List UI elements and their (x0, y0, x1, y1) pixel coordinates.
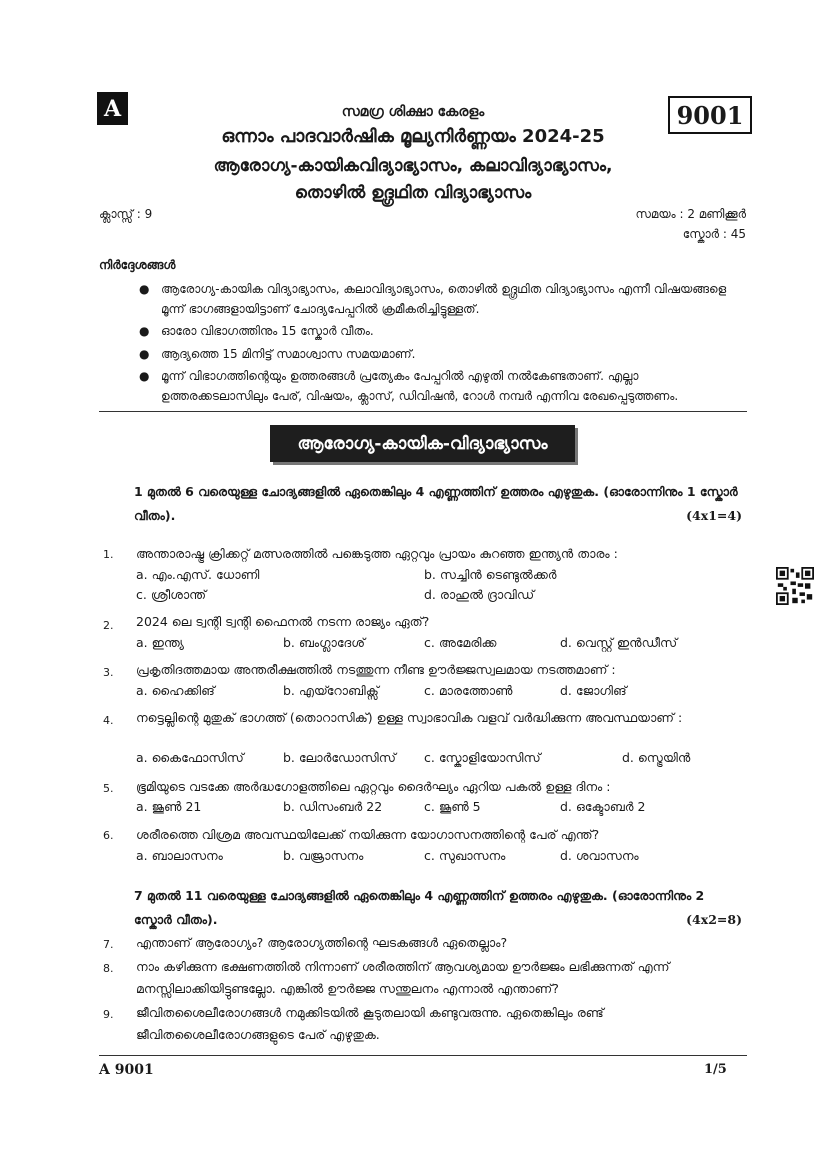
bullet-icon: ● (139, 347, 150, 361)
question-text: ഭൂമിയുടെ വടക്കേ അർദ്ധഗോളത്തിലെ ഏറ്റവും ദൈർഘ്യം ഏറിയ പകൽ ഉള്ള ദിനം : (136, 779, 611, 794)
question-number: 2. (103, 619, 114, 632)
divider (99, 411, 747, 412)
option-b: b. ഡിസംബർ 22 (283, 799, 383, 814)
option-b: b. ബംഗ്ലാദേശ് (283, 635, 366, 650)
option-b: b. സച്ചിൻ ടെണ്ടുൽക്കർ (424, 567, 557, 582)
option-a: a. കൈഫോസിസ് (136, 750, 244, 765)
time-label: സമയം : 2 മണിക്കൂർ (635, 207, 746, 221)
score-label: സ്കോർ : 45 (682, 227, 746, 241)
instruction-item: ● ഓരോ വിഭാഗത്തിനും 15 സ്കോർ വീതം. (139, 321, 747, 341)
option-d: d. സ്ട്രെയിൻ (622, 750, 691, 765)
option-d: d. രാഹുൽ ദ്രാവിഡ് (424, 587, 535, 602)
option-c: c. സുഖാസനം (424, 848, 506, 863)
group-instruction-1 (134, 480, 742, 528)
page-number: 1/5 (704, 1062, 727, 1077)
bullet-icon: ● (139, 324, 150, 338)
question-text: നട്ടെല്ലിന്റെ മുതുക് ഭാഗത്ത് (തൊറാസിക്) ഉള്ള സ്വാഭാവിക വളവ് വർദ്ധിക്കുന്ന അവസ്ഥയാണ് : (136, 710, 683, 725)
option-c: c. സ്കോളിയോസിസ് (424, 750, 541, 765)
instruction-item: ● ആദ്യത്തെ 15 മിനിട്ട് സമാശ്വാസ സമയമാണ്. (139, 344, 747, 364)
question-number: 5. (103, 782, 114, 795)
instructions-title: നിർദ്ദേശങ്ങൾ (99, 258, 176, 272)
footer-code: A 9001 (99, 1062, 154, 1078)
question-text: നാം കഴിക്കുന്ന ഭക്ഷണത്തിൽ നിന്നാണ് ശരീരത്തിന് ആവശ്യമായ ഊർജ്ജം ലഭിക്കുന്നത് എന്ന് മനസ്സിലാക്കിയിട്ടുണ്ടല്ലോ. എങ്കിൽ ഊർജ്ജ സന്തുലനം എന്നാൽ എന്താണ്? (136, 959, 670, 996)
option-c: c. ശ്രീശാന്ത് (136, 587, 207, 602)
question-text: ശരീരത്തെ വിശ്രമ അവസ്ഥയിലേക്ക് നയിക്കുന്ന യോഗാസനത്തിന്റെ പേര് എന്ത്? (136, 827, 600, 842)
exam-title: ഒന്നാം പാദവാർഷിക മൂല്യനിർണ്ണയം 2024-25 (221, 126, 605, 147)
question-number: 9. (103, 1008, 114, 1021)
option-c: c. ജൂൺ 5 (424, 799, 481, 814)
question-text: ജീവിതശൈലീരോഗങ്ങൾ നമുക്കിടയിൽ കൂടുതലായി കണ്ടുവരുന്നു. ഏതെങ്കിലും രണ്ട് ജീവിതശൈലീരോഗങ്ങളുടെ പേര് എഴുതുക. (136, 1005, 604, 1042)
group-marks: (4x2=8) (686, 912, 742, 927)
bullet-icon: ● (139, 369, 150, 383)
option-a: a. ജൂൺ 21 (136, 799, 202, 814)
instruction-item: ● മൂന്ന് വിഭാഗത്തിന്റെയും ഉത്തരങ്ങൾ പ്രത്യേകം പേപ്പറിൽ എഴുതി നൽകേണ്ടതാണ്. എല്ലാ ഉത്തരക്കടലാസിലും പേര്, വിഷയം, ക്ലാസ്, ഡിവിഷൻ, റോൾ നമ്പർ എന്നിവ രേഖപ്പെടുത്തണം. (139, 366, 747, 406)
option-a: a. ബാലാസനം (136, 848, 223, 863)
question-text: എന്താണ് ആരോഗ്യം? ആരോഗ്യത്തിന്റെ ഘടകങ്ങൾ ഏതെല്ലാം? (136, 935, 508, 950)
question-text: പ്രകൃതിദത്തമായ അന്തരീക്ഷത്തിൽ നടത്തുന്ന നീണ്ട ഊർജ്ജസ്വലമായ നടത്തമാണ് : (136, 662, 616, 677)
option-a: a. എം.എസ്. ധോണി (136, 567, 260, 582)
option-d: d. ഒക്ടോബർ 2 (560, 799, 646, 814)
subject-line-2: തൊഴിൽ ഉദ്ഗ്രഥിത വിദ്യാഭ്യാസം (294, 183, 532, 203)
option-b: b. എയ്റോബിക്സ് (283, 683, 379, 698)
group-instruction-2 (134, 884, 742, 932)
group-instruction-text: 7 മുതൽ 11 വരെയുള്ള ചോദ്യങ്ങളിൽ ഏതെങ്കിലും 4 എണ്ണത്തിന് ഉത്തരം എഴുതുക. (ഓരോന്നിനും 2 സ്കോർ വീതം). (134, 888, 705, 927)
subject-line-1: ആരോഗ്യ-കായികവിദ്യാഭ്യാസം, കലാവിദ്യാഭ്യാസം, (213, 156, 613, 176)
instruction-item: ● ആരോഗ്യ-കായിക വിദ്യാഭ്യാസം, കലാവിദ്യാഭ്യാസം, തൊഴിൽ ഉദ്ഗ്രഥിത വിദ്യാഭ്യാസം എന്നീ വിഷയങ്ങളെ മൂന്ന് ഭാഗങ്ങളായിട്ടാണ് ചോദ്യപേപ്പറിൽ ക്രമീകരിച്ചിട്ടുള്ളത്. (139, 279, 747, 319)
option-a: a. ഇന്ത്യ (136, 635, 184, 650)
question-text: അന്താരാഷ്ട്ര ക്രിക്കറ്റ് മത്സരത്തിൽ പങ്കെടുത്ത ഏറ്റവും പ്രായം കുറഞ്ഞ ഇന്ത്യൻ താരം : (136, 546, 618, 561)
set-label: A (97, 92, 128, 125)
question-number: 4. (103, 714, 114, 727)
qr-code-icon (776, 567, 814, 605)
question-number: 3. (103, 666, 114, 679)
option-c: c. അമേരിക്ക (424, 635, 497, 650)
organization-title: സമഗ്ര ശിക്ഷാ കേരളം (341, 104, 485, 120)
group-marks: (4x1=4) (686, 508, 742, 523)
question-number: 8. (103, 962, 114, 975)
option-b: b. ലോർഡോസിസ് (283, 750, 396, 765)
bullet-icon: ● (139, 282, 150, 296)
group-instruction-text: 1 മുതൽ 6 വരെയുള്ള ചോദ്യങ്ങളിൽ ഏതെങ്കിലും 4 എണ്ണത്തിന് ഉത്തരം എഴുതുക. (ഓരോന്നിനും 1 സ്കോർ വീതം). (134, 484, 738, 523)
question-text: 2024 ലെ ട്വന്റി ട്വന്റി ഫൈനൽ നടന്ന രാജ്യം ഏത്? (136, 614, 430, 629)
paper-code: 9001 (668, 96, 752, 134)
section-title: ആരോഗ്യ-കായിക-വിദ്യാഭ്യാസം (270, 425, 575, 462)
question-number: 1. (103, 548, 114, 561)
question-number: 6. (103, 829, 114, 842)
footer-divider (99, 1055, 747, 1056)
option-a: a. ഹൈക്കിങ് (136, 683, 215, 698)
option-b: b. വജ്രാസനം (283, 848, 364, 863)
option-d: d. ജോഗിങ് (560, 683, 627, 698)
question-number: 7. (103, 938, 114, 951)
option-d: d. ശവാസനം (560, 848, 639, 863)
class-label: ക്ലാസ്സ് : 9 (99, 207, 153, 221)
option-d: d. വെസ്റ്റ് ഇൻഡീസ് (560, 635, 678, 650)
option-c: c. മാരത്തോൺ (424, 683, 513, 698)
